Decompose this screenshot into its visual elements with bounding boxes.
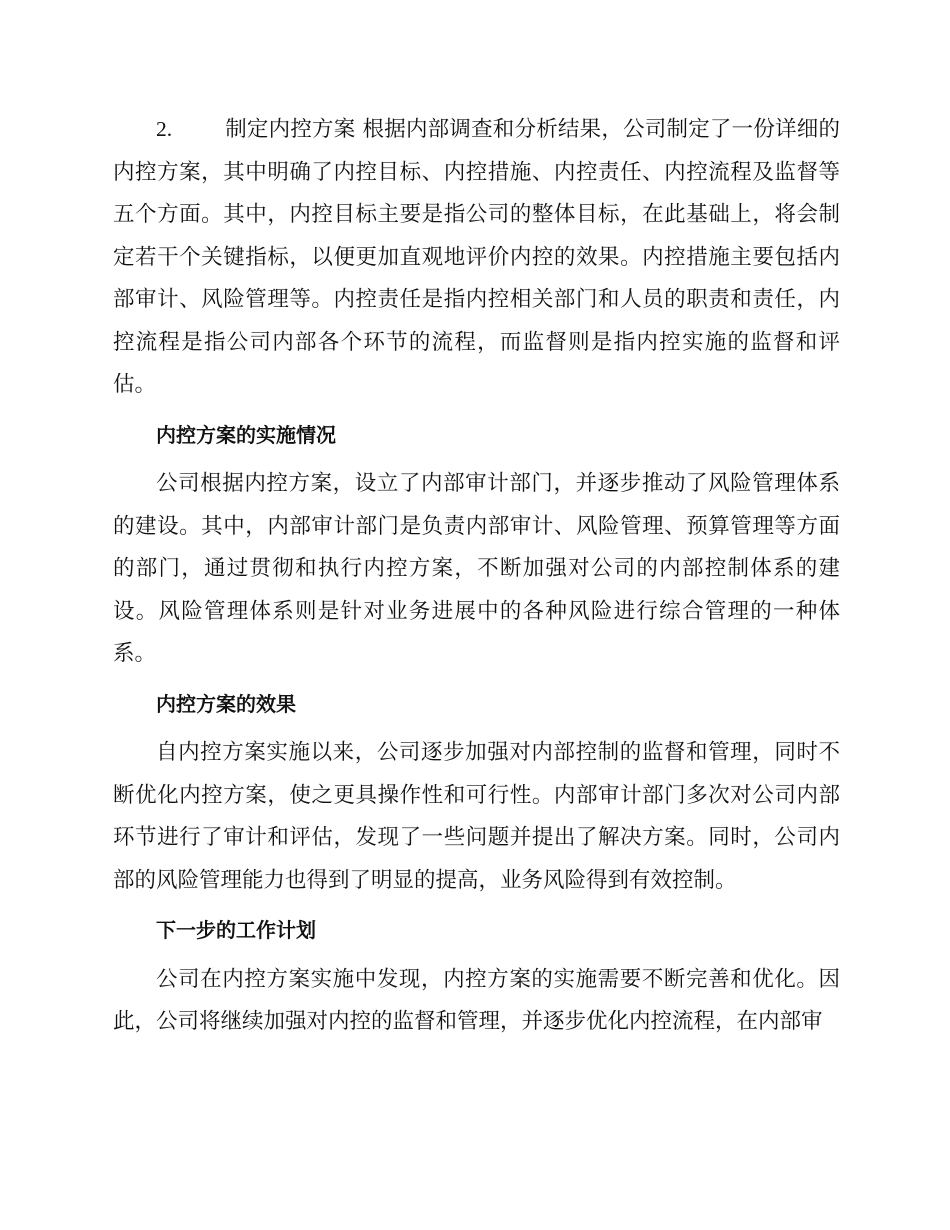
section-body-effect: 自内控方案实施以来，公司逐步加强对内部控制的监督和管理，同时不断优化内控方案，使之更具操作性和可行性。内部审计部门多次对公司内部环节进行了审计和评估，发现了一些问题并提出了解决方案。同时，公司内部的风险管理能力也得到了明显的提高，业务风险得到有效控制。 [113, 740, 840, 893]
section-heading-implementation: 内控方案的实施情况 [156, 422, 336, 447]
item-title: 制定内控方案 [225, 117, 356, 142]
section-body-next-steps: 公司在内控方案实施中发现，内控方案的实施需要不断完善和优化。因此，公司将继续加强对内控的监督和管理，并逐步优化内控流程，在内部审 [113, 966, 840, 1034]
numbered-paragraph [113, 108, 840, 407]
section-body-implementation: 公司根据内控方案，设立了内部审计部门，并逐步推动了风险管理体系的建设。其中，内部审计部门是负责内部审计、风险管理、预算管理等方面的部门，通过贯彻和执行内控方案，不断加强对公司的内部控制体系的建设。风险管理体系则是针对业务进展中的各种风险进行综合管理的一种体系。 [113, 471, 840, 666]
item-number: 2. [156, 117, 173, 141]
section-heading-next-steps: 下一步的工作计划 [156, 918, 316, 942]
document-page [113, 108, 840, 1044]
section-heading-effect: 内控方案的效果 [156, 691, 296, 716]
item-body: 根据内部调查和分析结果，公司制定了一份详细的内控方案，其中明确了内控目标、内控措施、内控责任、内控流程及监督等五个方面。其中，内控目标主要是指公司的整体目标，在此基础上，将会制定若干个关键指标，以便更加直观地评价内控的效果。内控措施主要包括内部审计、风险管理等。内控责任是指内控相关部门和人员的职责和责任，内控流程是指公司内部各个环节的流程，而监督则是指内控实施的监督和评估。 [113, 117, 840, 397]
